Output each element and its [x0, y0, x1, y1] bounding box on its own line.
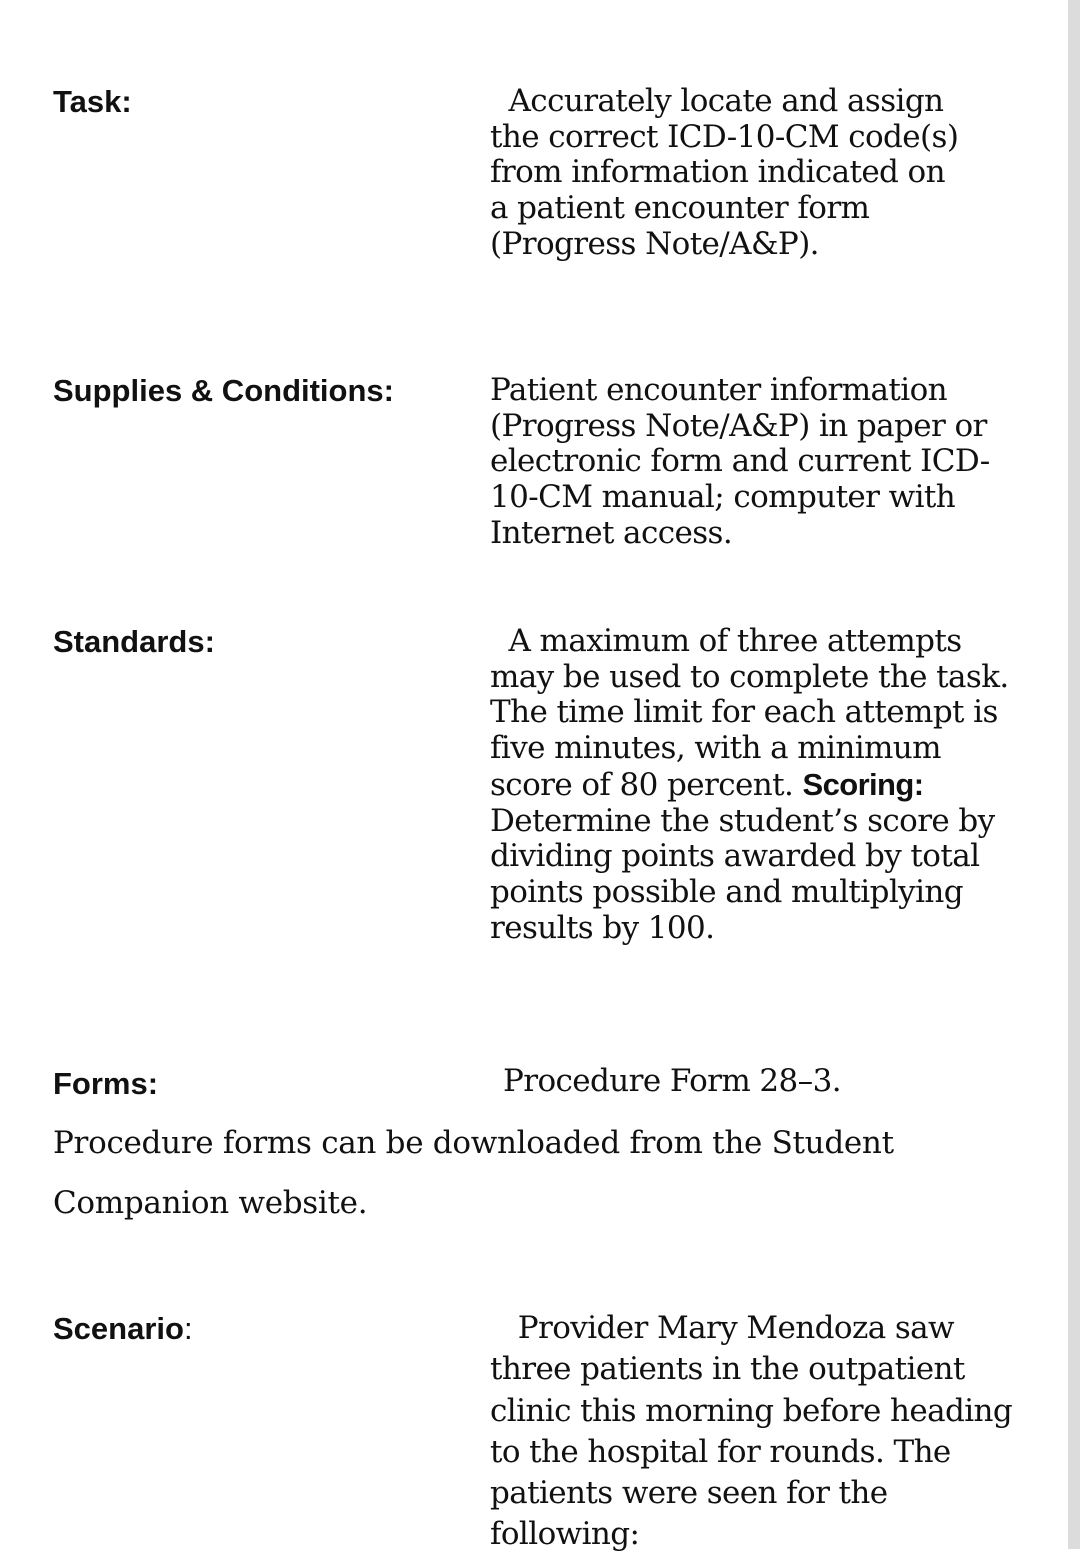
- scrollbar[interactable]: [1068, 0, 1080, 1549]
- scoring-text: Determine the student’s score by dividing points awarded by total points possible and multiplying results by 100.: [490, 802, 995, 946]
- standards-block: [490, 624, 1030, 946]
- forms-label: Forms:: [53, 1066, 159, 1101]
- forms-note: Procedure forms can be downloaded from the Student Companion website.: [53, 1125, 894, 1221]
- scoring-label: Scoring:: [802, 766, 924, 802]
- scenario-text: Provider Mary Mendoza saw three patients in the outpatient clinic this morning before heading to the hospital for rounds. The patients were seen for the following:: [490, 1310, 1022, 1553]
- standards-text: A maximum of three attempts may be used to complete the task. The time limit for each attempt is five minutes, with a minimum score of 80 percent.: [490, 623, 1018, 803]
- scenario-label-text: Scenario: [53, 1311, 184, 1346]
- forms-text: Procedure Form 28–3.: [503, 1063, 841, 1099]
- scenario-label-colon: :: [183, 1311, 193, 1346]
- task-label: Task:: [53, 84, 132, 119]
- standards-label: Standards:: [53, 624, 215, 659]
- supplies-label: Supplies & Conditions:: [53, 373, 394, 408]
- supplies-text: Patient encounter information (Progress Note/A&P) in paper or electronic form and current ICD- 10-CM manual; computer with Internet access.: [490, 372, 990, 551]
- scenario-label: [53, 1311, 193, 1347]
- task-text: Accurately locate and assign the correct ICD-10-CM code(s) from information indicated on a patient encounter form (Progress Note/A&P).: [490, 83, 968, 262]
